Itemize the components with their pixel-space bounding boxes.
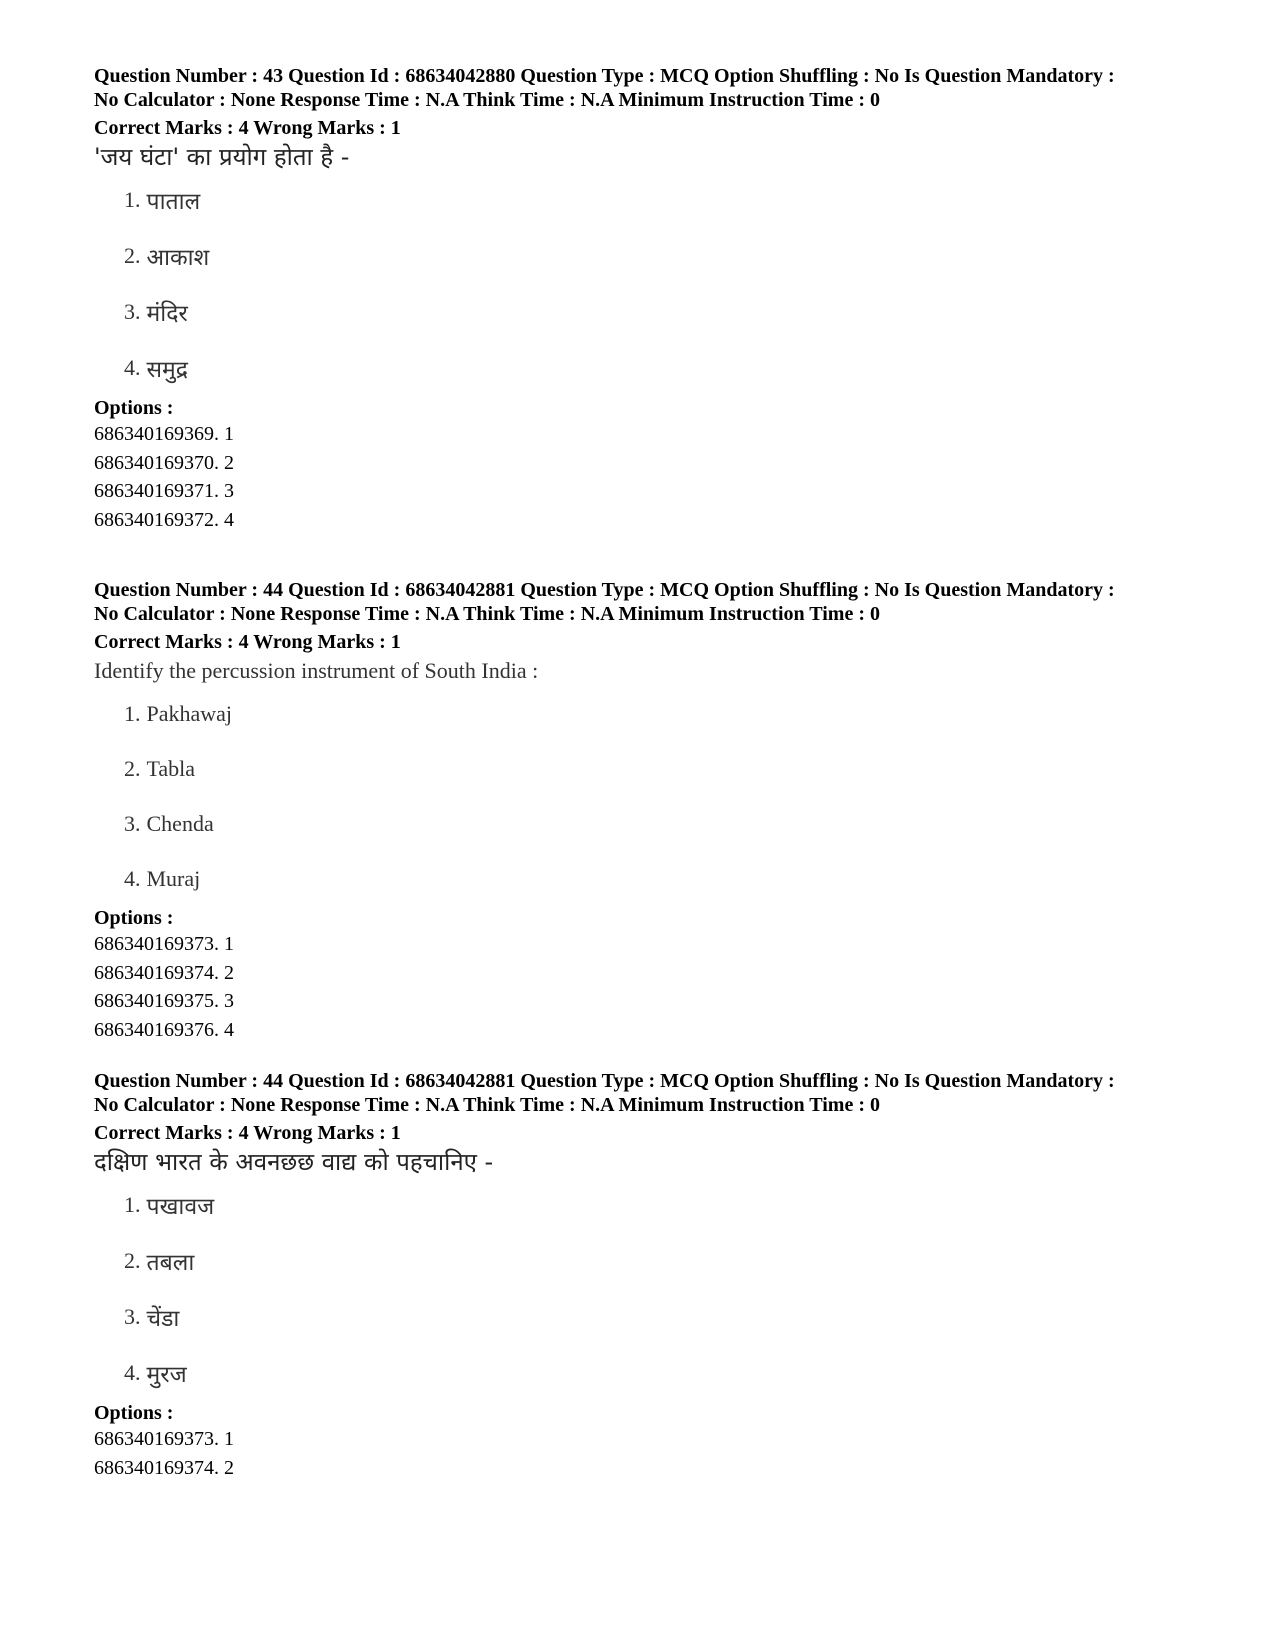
question-marks: Correct Marks : 4 Wrong Marks : 1 xyxy=(94,631,401,653)
option-id: 686340169374. 2 xyxy=(94,1456,234,1479)
answer-choices xyxy=(94,1177,1214,1401)
question-meta-line1: Question Number : 44 Question Id : 68634042881 Question Type : MCQ Option Shuffling : No Is Question Mandatory : xyxy=(94,1070,1115,1092)
option-id: 686340169369. 1 xyxy=(94,423,234,445)
option-id-list xyxy=(94,420,1214,534)
option-id-list xyxy=(94,930,1214,1044)
answer-choice-1: 1. पखावज xyxy=(124,1192,215,1220)
answer-choice-4: 4. मुरज xyxy=(124,1360,187,1388)
options-heading: Options : xyxy=(94,397,174,419)
question-meta-line1: Question Number : 43 Question Id : 68634042880 Question Type : MCQ Option Shuffling : No Is Question Mandatory : xyxy=(94,65,1115,87)
option-id: 686340169372. 4 xyxy=(94,508,234,531)
option-id: 686340169376. 4 xyxy=(94,1018,234,1041)
answer-choice-2: 2. आकाश xyxy=(124,243,210,271)
answer-choice-3: 3. Chenda xyxy=(124,810,214,836)
question-block-44-english xyxy=(94,578,1214,1044)
answer-choices xyxy=(94,686,1214,906)
question-stem: दक्षिण भारत के अवनछछ वाद्य को पहचानिए - xyxy=(94,1148,494,1176)
option-id: 686340169373. 1 xyxy=(94,933,234,955)
answer-choice-2: 2. तबला xyxy=(124,1248,195,1276)
question-meta-line2: No Calculator : None Response Time : N.A Think Time : N.A Minimum Instruction Time : 0 xyxy=(94,1094,880,1116)
answer-choice-1: 1. पाताल xyxy=(124,187,201,215)
question-meta-line2: No Calculator : None Response Time : N.A Think Time : N.A Minimum Instruction Time : 0 xyxy=(94,603,880,625)
answer-choice-4: 4. Muraj xyxy=(124,865,201,891)
option-id: 686340169370. 2 xyxy=(94,451,234,474)
question-stem: Identify the percussion instrument of South India : xyxy=(94,658,539,683)
option-id: 686340169371. 3 xyxy=(94,480,234,502)
answer-choice-2: 2. Tabla xyxy=(124,755,196,781)
options-heading: Options : xyxy=(94,907,174,929)
option-id-list xyxy=(94,1425,1214,1482)
question-block-44-hindi xyxy=(94,1069,1214,1482)
question-meta-line1: Question Number : 44 Question Id : 68634042881 Question Type : MCQ Option Shuffling : No Is Question Mandatory : xyxy=(94,579,1115,601)
question-stem: 'जय घंटा' का प्रयोग होता है - xyxy=(94,143,350,171)
option-id: 686340169373. 1 xyxy=(94,1428,234,1450)
question-marks: Correct Marks : 4 Wrong Marks : 1 xyxy=(94,1122,401,1144)
answer-choice-3: 3. चेंडा xyxy=(124,1304,180,1332)
answer-choice-4: 4. समुद्र xyxy=(124,355,189,383)
answer-choice-3: 3. मंदिर xyxy=(124,299,188,327)
question-marks: Correct Marks : 4 Wrong Marks : 1 xyxy=(94,117,401,139)
answer-choices xyxy=(94,172,1214,396)
option-id: 686340169374. 2 xyxy=(94,961,234,984)
question-meta-line2: No Calculator : None Response Time : N.A Think Time : N.A Minimum Instruction Time : 0 xyxy=(94,89,880,111)
answer-choice-1: 1. Pakhawaj xyxy=(124,700,233,726)
option-id: 686340169375. 3 xyxy=(94,990,234,1012)
options-heading: Options : xyxy=(94,1402,174,1424)
question-block-43 xyxy=(94,64,1214,534)
